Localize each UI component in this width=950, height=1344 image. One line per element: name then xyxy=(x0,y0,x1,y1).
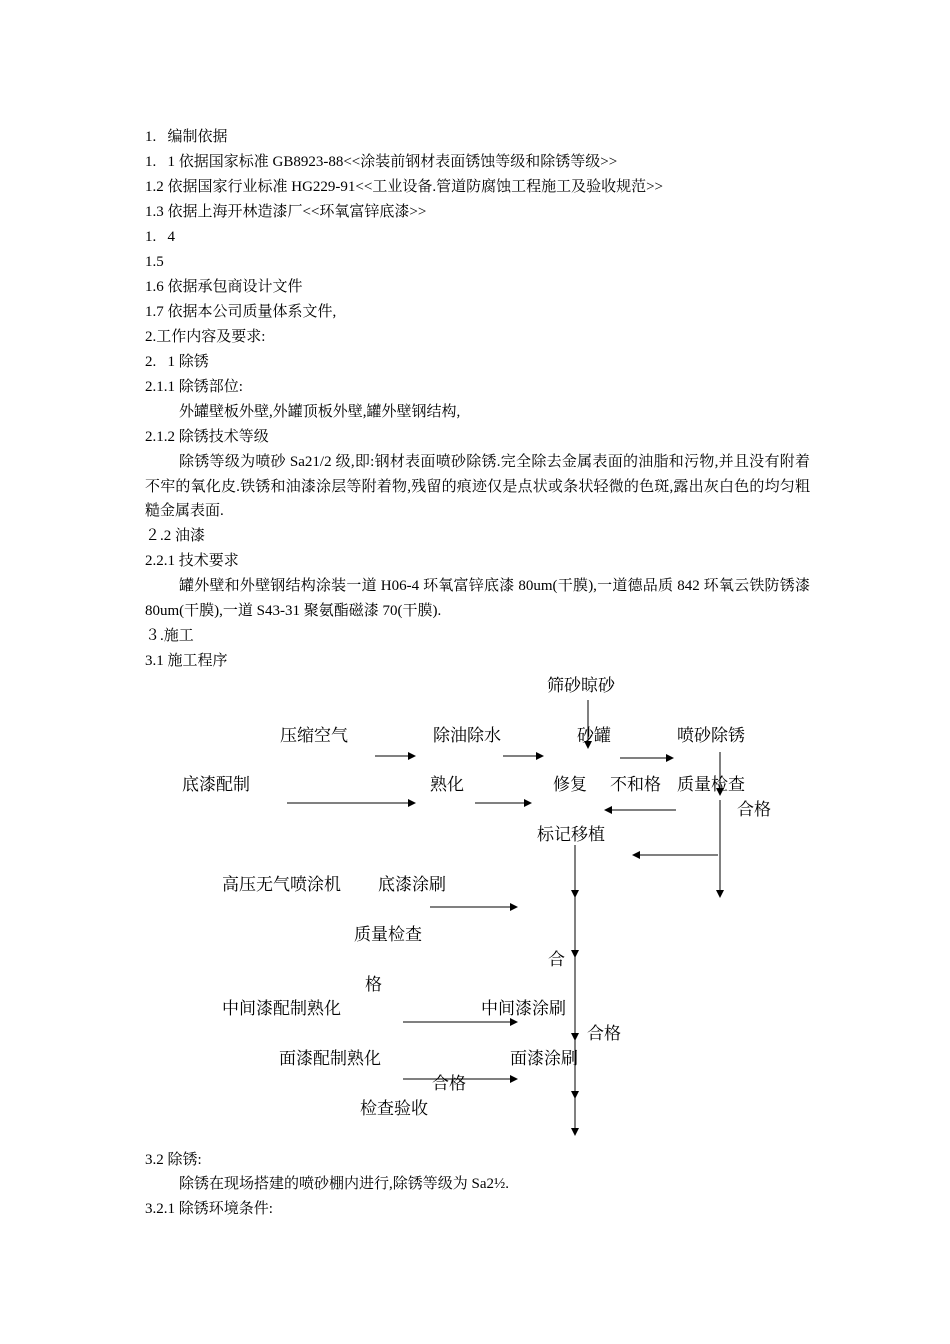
node-sieve-sand: 筛砂晾砂 xyxy=(547,676,615,696)
heading-3-2-1: 3.2.1 除锈环境条件: xyxy=(145,1201,273,1217)
heading-2-2: ２.2 油漆 xyxy=(145,528,206,544)
heading-2-1-1: 2.1.1 除锈部位: xyxy=(145,379,243,395)
node-primer-brush: 底漆涂刷 xyxy=(378,875,446,895)
node-repair: 修复 xyxy=(553,775,587,795)
label-pass-1: 合格 xyxy=(737,800,771,820)
node-cure: 熟化 xyxy=(430,775,464,795)
heading-3-1: 3.1 施工程序 xyxy=(145,653,228,669)
heading-3-2: 3.2 除锈: xyxy=(145,1152,202,1168)
label-ge: 格 xyxy=(365,975,382,995)
node-blast: 喷砂除锈 xyxy=(677,726,745,746)
label-pass-2: 合格 xyxy=(587,1024,621,1044)
label-pass-3: 合格 xyxy=(432,1074,466,1094)
heading-1: 1. 编制依据 xyxy=(145,129,228,145)
node-qc2: 质量检查 xyxy=(354,925,422,945)
heading-2-2-1: 2.2.1 技术要求 xyxy=(145,553,239,569)
heading-2-1: 2. 1 除锈 xyxy=(145,354,209,370)
item-1-7: 1.7 依据本公司质量体系文件, xyxy=(145,304,337,320)
paragraph-rust-parts: 外罐壁板外壁,外罐顶板外壁,罐外壁钢结构, xyxy=(179,404,461,420)
paragraph-rust-site: 除锈在现场搭建的喷砂棚内进行,除锈等级为 Sa2½. xyxy=(179,1176,510,1192)
label-he: 合 xyxy=(548,950,565,970)
node-qc1: 质量检查 xyxy=(677,775,745,795)
heading-3: ３.施工 xyxy=(145,628,194,644)
item-1-5: 1.5 xyxy=(145,254,164,270)
node-inspect: 检查验收 xyxy=(360,1099,428,1119)
item-1-2: 1.2 依据国家行业标准 HG229-91<<工业设备.管道防腐蚀工程施工及验收规范>> xyxy=(145,179,664,195)
paragraph-rust-grade: 除锈等级为喷砂 Sa21/2 级,即:钢材表面喷砂除锈.完全除去金属表面的油脂和污物,并且没有附着不牢的氧化皮.铁锈和油漆涂层等附着物,残留的痕迹仅是点状或条状轻微的色斑,露出灰白色的均匀粗糙金属表面. xyxy=(145,454,810,519)
node-mid-prep: 中间漆配制熟化 xyxy=(222,999,341,1019)
item-1-3: 1.3 依据上海开林造漆厂<<环氧富锌底漆>> xyxy=(145,204,427,220)
item-1-1: 1. 1 依据国家标准 GB8923-88<<涂装前钢材表面锈蚀等级和除锈等级>> xyxy=(145,154,618,170)
node-sand-tank: 砂罐 xyxy=(577,726,611,746)
node-top-prep: 面漆配制熟化 xyxy=(279,1049,381,1069)
paragraph-paint-requirements: 罐外壁和外壁钢结构涂装一道 H06-4 环氧富锌底漆 80um(干膜),一道德品质 842 环氧云铁防锈漆 80um(干膜),一道 S43-31 聚氨酯磁漆 70(干膜). xyxy=(145,578,810,619)
node-mark: 标记移植 xyxy=(537,825,605,845)
heading-2: 2.工作内容及要求: xyxy=(145,329,266,345)
node-sprayer: 高压无气喷涂机 xyxy=(222,875,341,895)
label-fail: 不和格 xyxy=(610,775,661,795)
node-compress-air: 压缩空气 xyxy=(280,726,348,746)
node-degrease: 除油除水 xyxy=(433,726,501,746)
node-primer-prep: 底漆配制 xyxy=(182,775,250,795)
heading-2-1-2: 2.1.2 除锈技术等级 xyxy=(145,429,269,445)
item-1-4: 1. 4 xyxy=(145,229,175,245)
item-1-6: 1.6 依据承包商设计文件 xyxy=(145,279,303,295)
node-mid-brush: 中间漆涂刷 xyxy=(481,999,566,1019)
node-top-brush: 面漆涂刷 xyxy=(510,1049,578,1069)
